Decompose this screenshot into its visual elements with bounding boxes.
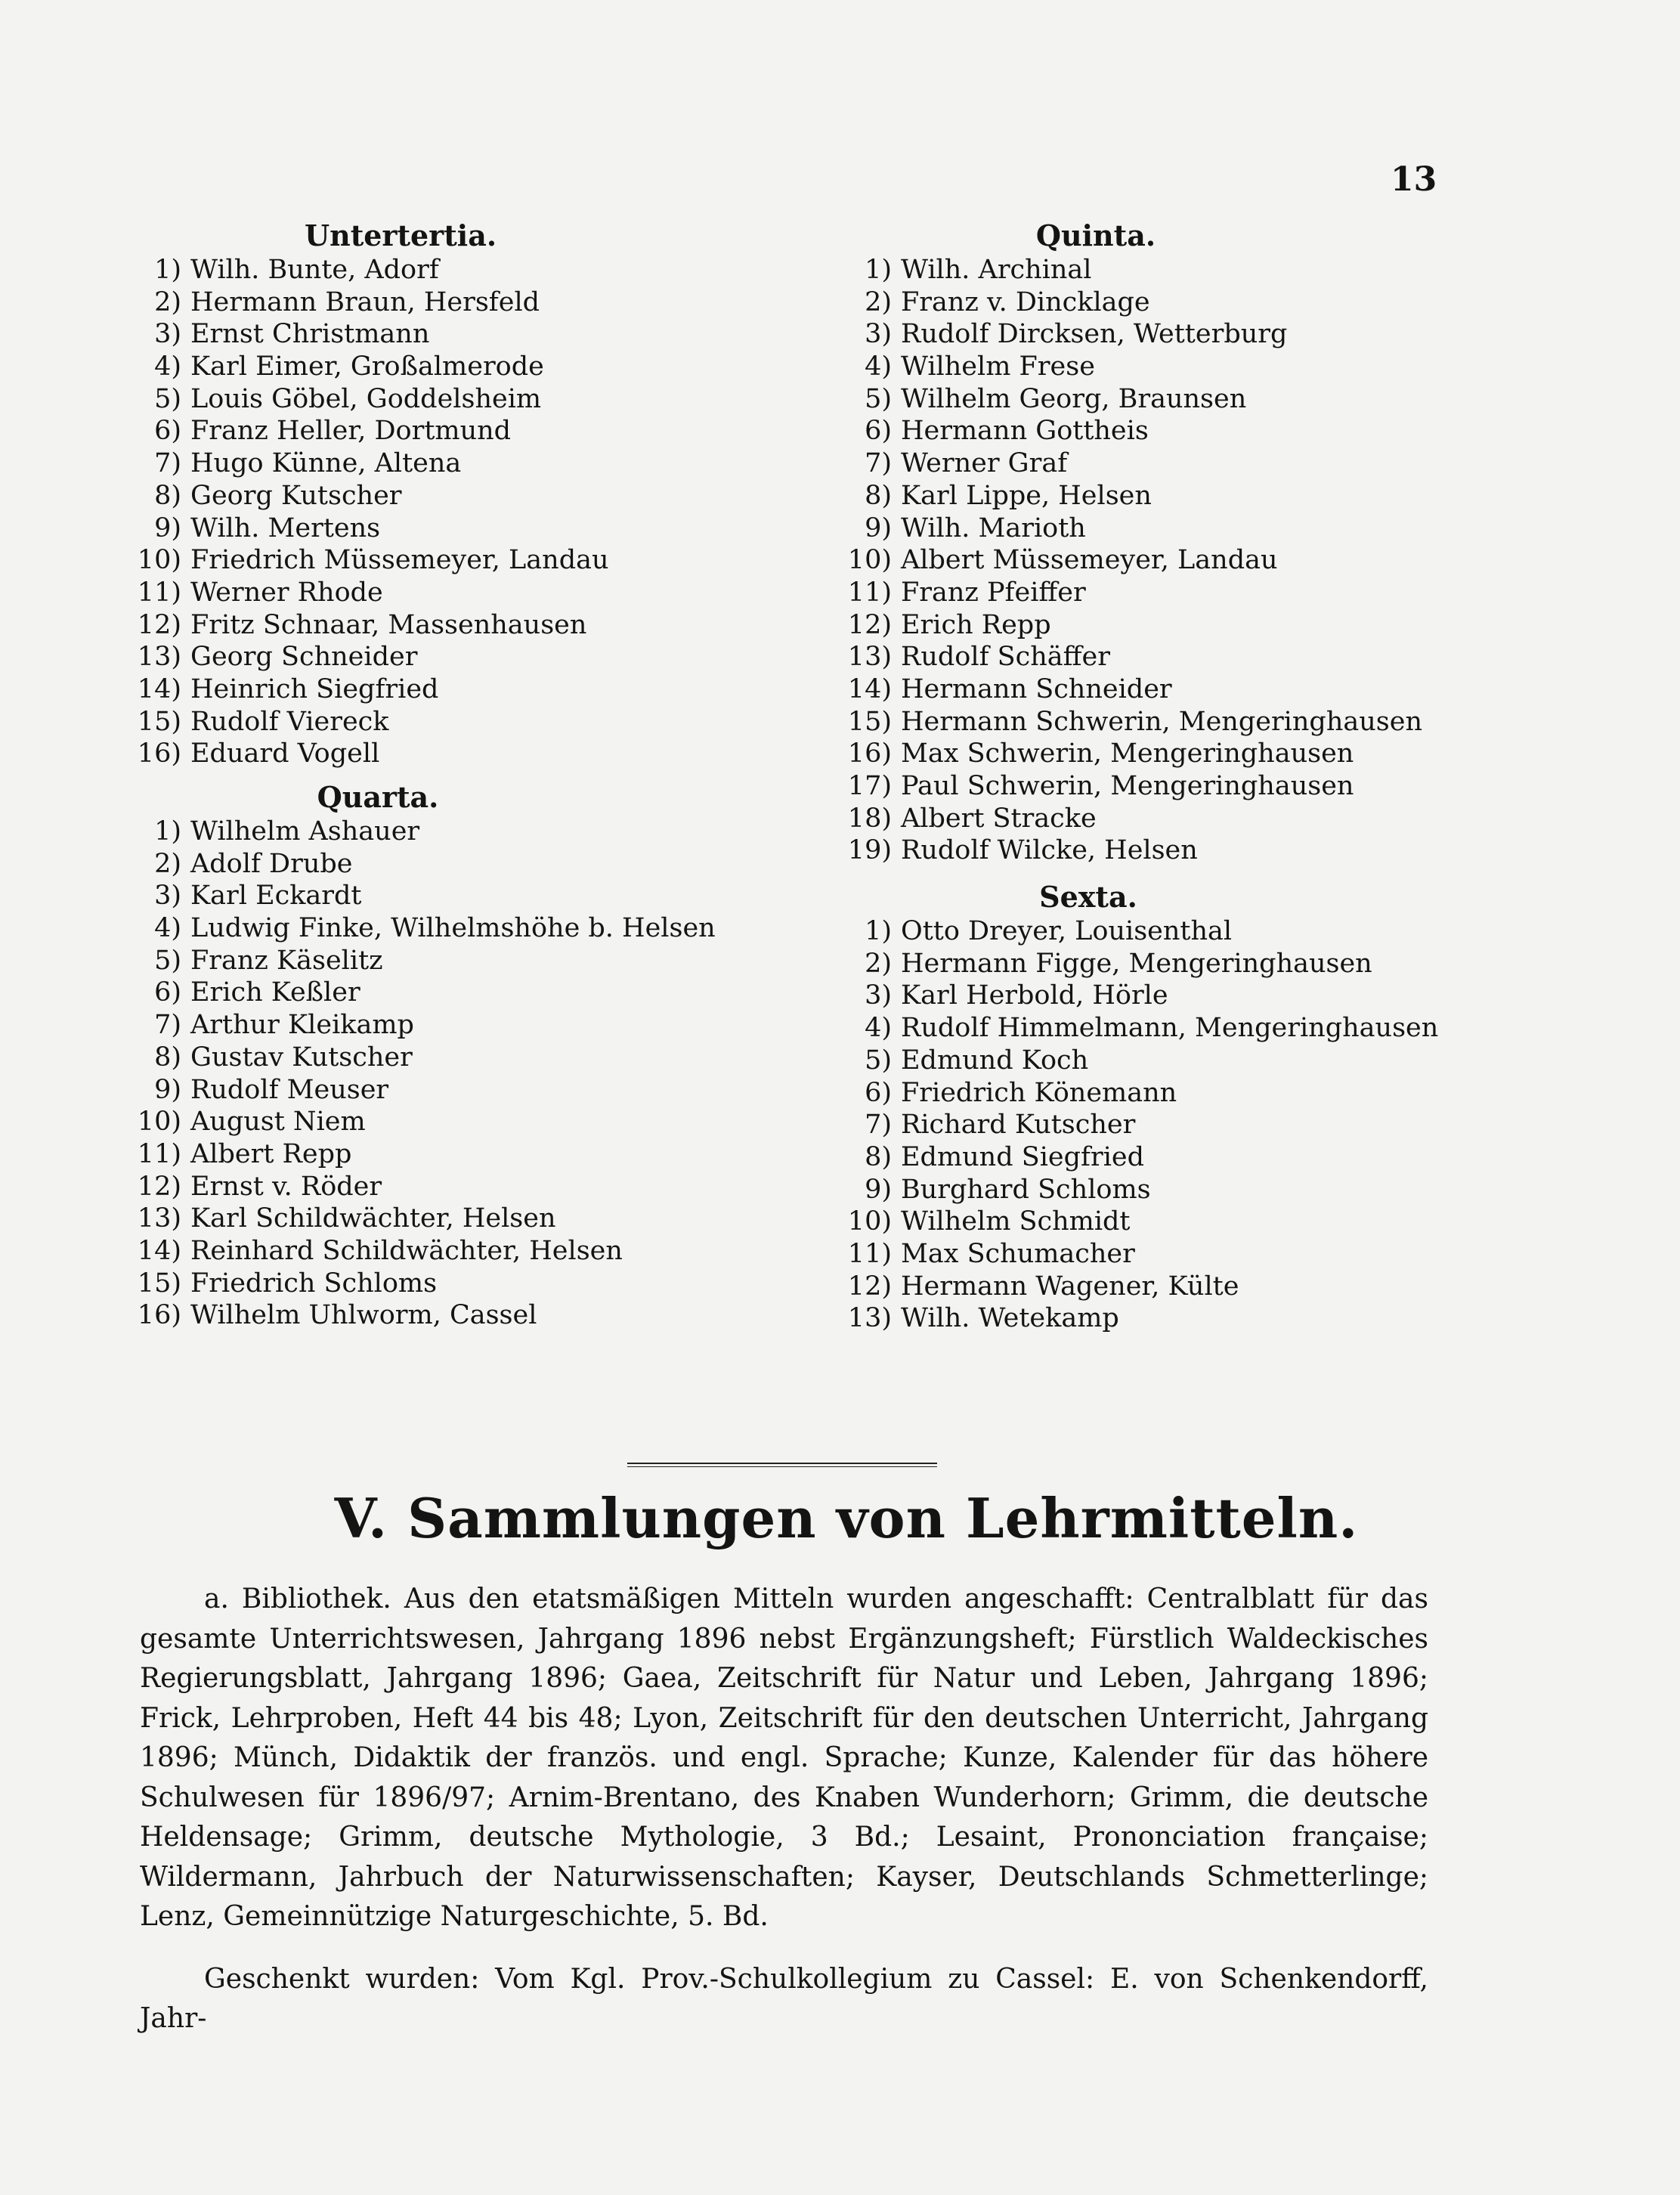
student-name: Wilh. Marioth (901, 512, 1086, 543)
list-item (121, 816, 786, 848)
student-name: Gustav Kutscher (190, 1042, 413, 1073)
item-number: 6) (154, 977, 181, 1008)
list-item (831, 1302, 1542, 1335)
list-item (121, 351, 786, 383)
item-number: 2) (865, 948, 892, 979)
item-number: 14) (137, 673, 181, 704)
item-number: 7) (865, 1110, 892, 1141)
list-item (121, 912, 786, 945)
list-item (831, 1238, 1542, 1271)
student-name: Paul Schwerin, Mengeringhausen (901, 771, 1354, 801)
student-name: Hermann Braun, Hersfeld (190, 286, 540, 317)
item-number: 6) (865, 1077, 892, 1108)
student-name: Rudolf Schäffer (901, 642, 1110, 673)
item-number: 13) (137, 1203, 181, 1234)
list-item (831, 641, 1542, 673)
list-item (121, 577, 786, 609)
item-number: 8) (865, 480, 892, 511)
list-item (121, 609, 786, 642)
library-paragraph: a. Bibliothek. Aus den etatsmäßigen Mitteln wurden angeschafft: Centralblatt für das gesamte Unterrichtswesen, Jahrgang 1896 nebst Ergänzungsheft; Fürstlich Waldeckisches Regierungsblatt, Jahrgang 1896; Gaea, Zeitschrift für Natur und Leben, Jahrgang 1896; Frick, Lehrproben, Heft 44 bis 48; Lyon, Zeitschrift für den deutschen Unterricht, Jahrgang 1896; Münch, Didaktik der französ. und engl. Sprache; Kunze, Kalender für das höhere Schulwesen für 1896/97; Arnim-Brentano, des Knaben Wunderhorn; Grimm, die deutsche Heldensage; Grimm, deutsche Mythologie, 3 Bd.; Lesaint, Prononciation française; Wildermann, Jahrbuch der Naturwissenschaften; Kayser, Deutschlands Schmetterlinge; Lenz, Gemeinnützige Naturgeschichte, 5. Bd. (140, 1584, 1428, 1932)
student-name: Wilhelm Georg, Braunsen (901, 383, 1247, 414)
list-item (121, 447, 786, 480)
student-name: Wilhelm Ashauer (190, 816, 420, 847)
item-number: 9) (865, 1174, 892, 1205)
item-number: 8) (154, 1042, 181, 1073)
student-name: Rudolf Viereck (190, 706, 389, 737)
item-number: 11) (847, 1238, 892, 1269)
item-number: 6) (865, 416, 892, 447)
list-item (121, 1106, 786, 1138)
list-item (831, 1206, 1542, 1238)
list-item (831, 915, 1542, 948)
item-number: 7) (865, 448, 892, 479)
sexta-list (831, 915, 1542, 1335)
item-number: 11) (847, 577, 892, 608)
list-item (121, 383, 786, 416)
item-number: 11) (137, 1138, 181, 1169)
student-name: Ludwig Finke, Wilhelmshöhe b. Helsen (190, 913, 716, 944)
student-name: Wilhelm Schmidt (901, 1206, 1131, 1237)
list-item (831, 673, 1542, 706)
untertertia-heading: Untertertia. (304, 218, 497, 252)
item-number: 17) (847, 771, 892, 801)
item-number: 6) (154, 416, 181, 447)
sexta-heading: Sexta. (1039, 880, 1137, 915)
quarta-list (121, 816, 786, 1332)
list-item (831, 577, 1542, 609)
list-item (121, 318, 786, 351)
right-column (831, 218, 1542, 1335)
item-number: 3) (154, 319, 181, 350)
item-number: 4) (865, 1013, 892, 1044)
student-name: Erich Repp (901, 609, 1051, 640)
list-item (831, 286, 1542, 319)
item-number: 13) (137, 642, 181, 673)
list-item (121, 480, 786, 512)
item-number: 9) (865, 512, 892, 543)
list-item (121, 512, 786, 545)
student-name: Hermann Wagener, Külte (901, 1271, 1239, 1302)
list-item (831, 415, 1542, 447)
section-body (140, 1580, 1428, 2039)
item-number: 15) (847, 706, 892, 737)
left-column (121, 218, 786, 1332)
item-number: 1) (865, 255, 892, 285)
item-number: 9) (154, 512, 181, 543)
item-number: 4) (865, 351, 892, 382)
student-name: Adolf Drube (190, 848, 353, 879)
item-number: 13) (847, 642, 892, 673)
item-number: 10) (137, 1107, 181, 1138)
student-name: Friedrich Schloms (190, 1268, 438, 1299)
item-number: 10) (137, 545, 181, 576)
item-number: 3) (865, 980, 892, 1011)
section-divider (627, 1463, 937, 1467)
student-name: Max Schwerin, Mengeringhausen (901, 738, 1354, 769)
student-name: Hermann Schwerin, Mengeringhausen (901, 706, 1422, 737)
item-number: 14) (137, 1235, 181, 1266)
student-name: Albert Müssemeyer, Landau (901, 545, 1278, 576)
student-name: Rudolf Wilcke, Helsen (901, 835, 1198, 866)
list-item (121, 641, 786, 673)
page-number: 13 (1391, 160, 1437, 199)
list-item (121, 848, 786, 881)
student-name: Rudolf Himmelmann, Mengeringhausen (901, 1013, 1439, 1044)
list-item (831, 1045, 1542, 1077)
student-name: Ernst Christmann (190, 319, 430, 350)
list-item (831, 948, 1542, 980)
student-name: Hugo Künne, Altena (190, 448, 462, 479)
item-number: 12) (137, 609, 181, 640)
list-item (121, 673, 786, 706)
student-name: Franz Heller, Dortmund (190, 416, 512, 447)
student-name: Fritz Schnaar, Massenhausen (190, 609, 587, 640)
student-name: Arthur Kleikamp (190, 1010, 414, 1041)
item-number: 4) (154, 913, 181, 944)
student-name: Georg Kutscher (190, 480, 402, 511)
student-name: Edmund Koch (901, 1045, 1089, 1076)
list-item (831, 770, 1542, 803)
item-number: 5) (865, 1045, 892, 1076)
list-item (831, 351, 1542, 383)
list-item (831, 480, 1542, 512)
list-item (831, 318, 1542, 351)
student-name: Richard Kutscher (901, 1110, 1136, 1141)
list-item (831, 383, 1542, 416)
student-name: Reinhard Schildwächter, Helsen (190, 1235, 623, 1266)
item-number: 10) (847, 545, 892, 576)
student-name: Georg Schneider (190, 642, 418, 673)
item-number: 2) (154, 848, 181, 879)
student-name: Max Schumacher (901, 1238, 1135, 1269)
student-name: Hermann Gottheis (901, 416, 1149, 447)
item-number: 11) (137, 577, 181, 608)
student-name: Hermann Figge, Mengeringhausen (901, 948, 1372, 979)
student-name: Franz Pfeiffer (901, 577, 1086, 608)
item-number: 12) (847, 1271, 892, 1302)
item-number: 19) (847, 835, 892, 866)
item-number: 1) (154, 816, 181, 847)
list-item (121, 1009, 786, 1042)
item-number: 2) (865, 286, 892, 317)
item-number: 7) (154, 448, 181, 479)
student-name: Wilh. Archinal (901, 255, 1092, 285)
list-item (121, 706, 786, 738)
student-name: Friedrich Müssemeyer, Landau (190, 545, 609, 576)
student-name: Rudolf Dircksen, Wetterburg (901, 319, 1288, 350)
quinta-heading: Quinta. (1035, 218, 1156, 252)
student-name: Karl Lippe, Helsen (901, 480, 1152, 511)
list-item (121, 1268, 786, 1300)
item-number: 12) (137, 1171, 181, 1202)
item-number: 5) (154, 383, 181, 414)
student-name: Edmund Siegfried (901, 1141, 1145, 1172)
student-name: Karl Herbold, Hörle (901, 980, 1168, 1011)
student-name: Wilh. Wetekamp (901, 1303, 1119, 1334)
list-item (831, 512, 1542, 545)
item-number: 7) (154, 1010, 181, 1041)
list-item (121, 1138, 786, 1171)
list-item (121, 415, 786, 447)
list-item (831, 1012, 1542, 1045)
item-number: 16) (137, 1300, 181, 1331)
donations-paragraph: Geschenkt wurden: Vom Kgl. Prov.-Schulkollegium zu Cassel: E. von Schenkendorff, Jahr- (140, 1963, 1428, 2034)
student-name: Wilh. Mertens (190, 512, 381, 543)
list-item (831, 980, 1542, 1012)
list-item (831, 803, 1542, 835)
list-item (831, 1174, 1542, 1206)
student-name: Franz v. Dincklage (901, 286, 1150, 317)
list-item (121, 880, 786, 912)
student-name: Wilh. Bunte, Adorf (190, 255, 439, 285)
student-name: Hermann Schneider (901, 673, 1172, 704)
student-name: Burghard Schloms (901, 1174, 1151, 1205)
item-number: 1) (865, 916, 892, 947)
list-item (121, 1235, 786, 1268)
list-item (831, 834, 1542, 867)
student-name: Rudolf Meuser (190, 1074, 389, 1105)
item-number: 8) (154, 480, 181, 511)
list-item (121, 977, 786, 1009)
item-number: 15) (137, 706, 181, 737)
item-number: 14) (847, 673, 892, 704)
item-number: 18) (847, 803, 892, 834)
student-name: Erich Keßler (190, 977, 360, 1008)
list-item (831, 1141, 1542, 1174)
list-item (831, 447, 1542, 480)
list-item (121, 254, 786, 286)
student-name: Karl Eckardt (190, 881, 362, 912)
student-name: Karl Eimer, Großalmerode (190, 351, 544, 382)
list-item (121, 286, 786, 319)
list-item (831, 609, 1542, 642)
student-name: Albert Repp (190, 1138, 352, 1169)
item-number: 2) (154, 286, 181, 317)
student-name: Karl Schildwächter, Helsen (190, 1203, 556, 1234)
item-number: 4) (154, 351, 181, 382)
student-name: Otto Dreyer, Louisenthal (901, 916, 1233, 947)
student-name: Franz Käselitz (190, 945, 383, 976)
student-name: Louis Göbel, Goddelsheim (190, 383, 542, 414)
list-item (831, 706, 1542, 738)
item-number: 3) (865, 319, 892, 350)
list-item (121, 1299, 786, 1332)
list-item (121, 1203, 786, 1235)
item-number: 13) (847, 1303, 892, 1334)
item-number: 8) (865, 1141, 892, 1172)
item-number: 3) (154, 881, 181, 912)
list-item (121, 1171, 786, 1203)
list-item (831, 254, 1542, 286)
student-name: August Niem (190, 1107, 366, 1138)
item-number: 9) (154, 1074, 181, 1105)
list-item (121, 1042, 786, 1074)
item-number: 5) (154, 945, 181, 976)
list-item (831, 1271, 1542, 1303)
student-name: Wilhelm Uhlworm, Cassel (190, 1300, 537, 1331)
item-number: 15) (137, 1268, 181, 1299)
student-name: Ernst v. Röder (190, 1171, 382, 1202)
item-number: 16) (847, 738, 892, 769)
student-name: Wilhelm Frese (901, 351, 1095, 382)
item-number: 12) (847, 609, 892, 640)
list-item (831, 738, 1542, 770)
student-name: Friedrich Könemann (901, 1077, 1177, 1108)
list-item (121, 544, 786, 577)
untertertia-list (121, 254, 786, 770)
student-name: Werner Rhode (190, 577, 383, 608)
item-number: 10) (847, 1206, 892, 1237)
item-number: 1) (154, 255, 181, 285)
list-item (831, 544, 1542, 577)
quarta-heading: Quarta. (317, 780, 439, 814)
student-name: Werner Graf (901, 448, 1068, 479)
item-number: 16) (137, 738, 181, 769)
section-title: V. Sammlungen von Lehrmitteln. (334, 1486, 1359, 1550)
student-name: Albert Stracke (901, 803, 1097, 834)
list-item (121, 738, 786, 770)
student-name: Heinrich Siegfried (190, 673, 439, 704)
list-item (121, 945, 786, 977)
item-number: 5) (865, 383, 892, 414)
quinta-list (831, 254, 1542, 867)
list-item (121, 1074, 786, 1107)
list-item (831, 1109, 1542, 1141)
student-name: Eduard Vogell (190, 738, 380, 769)
list-item (831, 1077, 1542, 1110)
